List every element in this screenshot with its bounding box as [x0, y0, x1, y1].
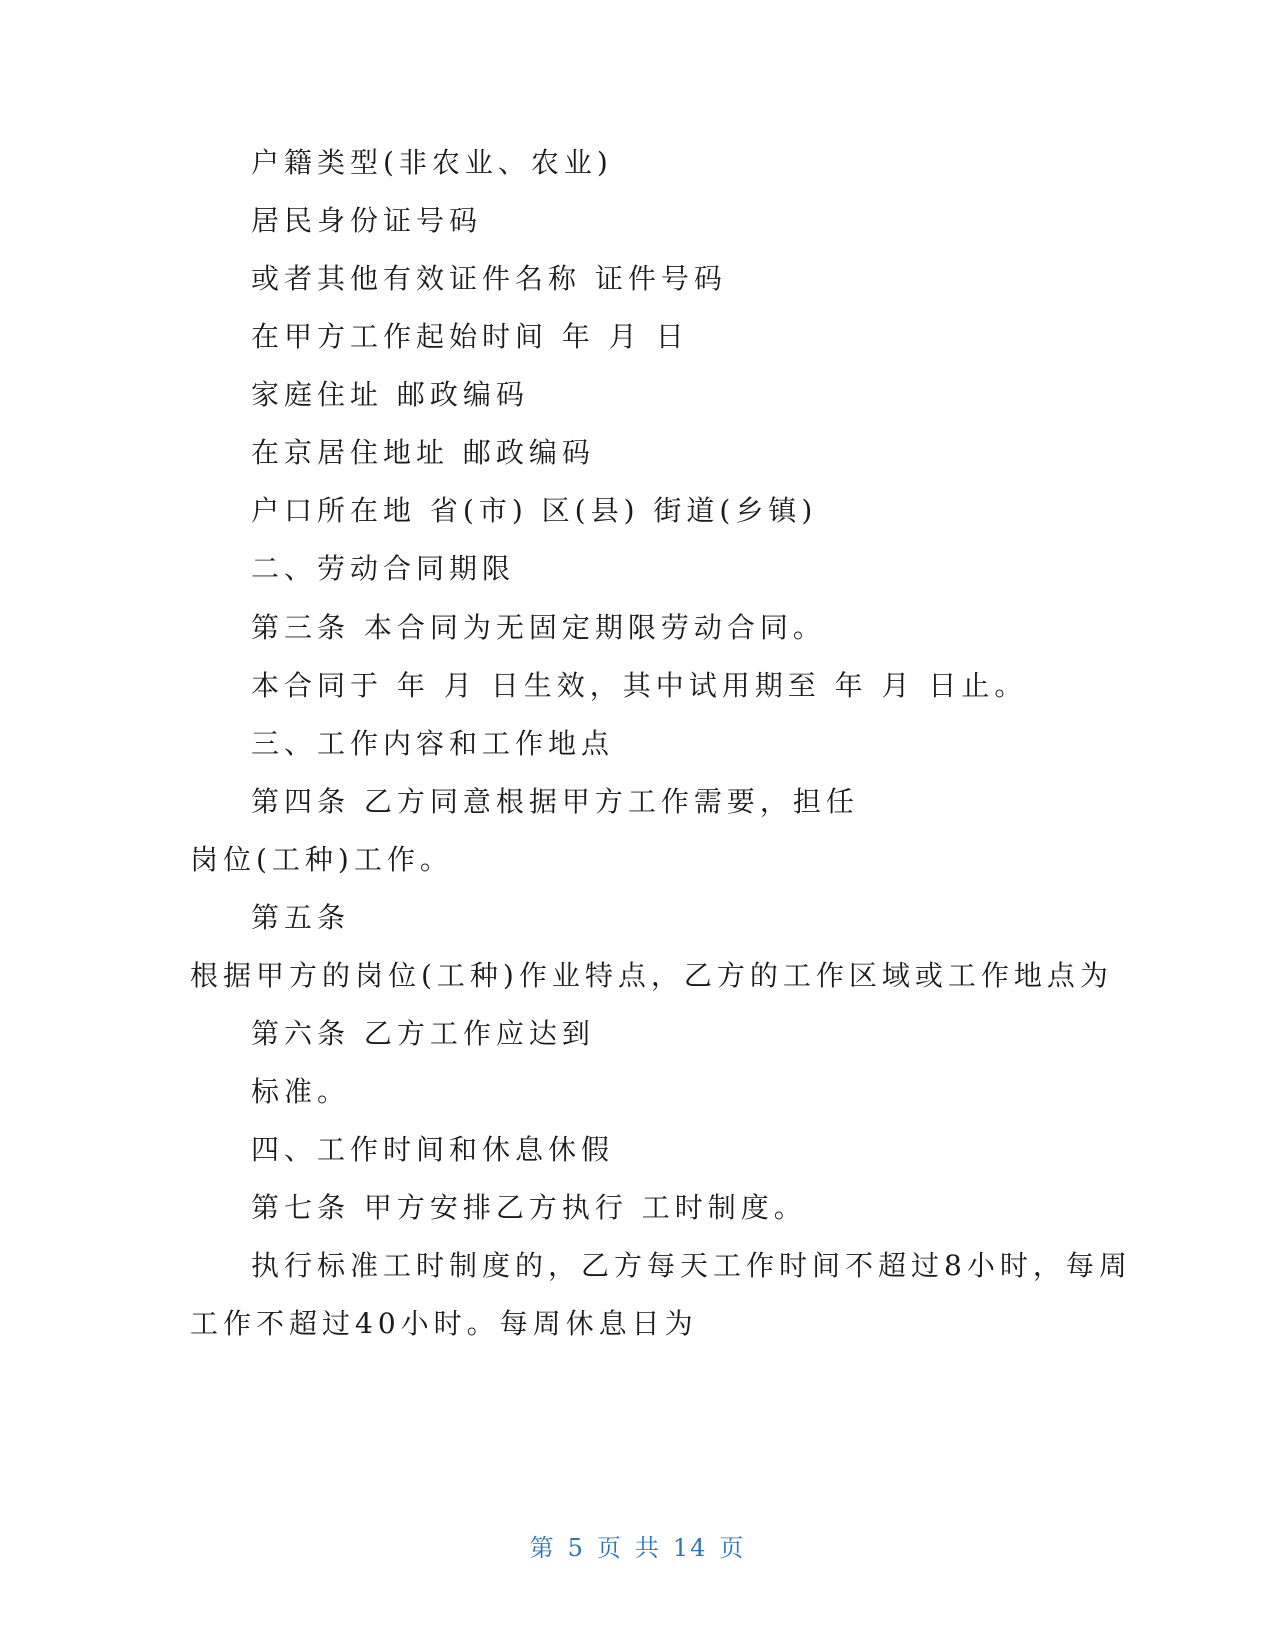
footer-label-page: 第 [529, 1534, 556, 1562]
footer-label-total: 共 [634, 1534, 661, 1562]
line-other-certificate: 或者其他有效证件名称 证件号码 [251, 262, 727, 295]
article-five-continued: 根据甲方的岗位(工种)作业特点，乙方的工作区域或工作地点为 [190, 959, 1113, 992]
footer-label-page-unit: 页 [596, 1534, 623, 1562]
line-effective-date: 本合同于 年 月 日生效，其中试用期至 年 月 日止。 [251, 669, 1028, 702]
article-four-continued: 岗位(工种)工作。 [190, 843, 453, 876]
article-five: 第五条 [251, 901, 351, 934]
line-beijing-address: 在京居住地址 邮政编码 [251, 436, 595, 469]
page-footer [0, 1528, 1275, 1563]
article-seven: 第七条 甲方安排乙方执行 工时制度。 [251, 1191, 807, 1224]
section-heading-work-content: 三、工作内容和工作地点 [251, 727, 615, 760]
line-home-address: 家庭住址 邮政编码 [251, 378, 529, 411]
line-standard-hours: 执行标准工时制度的，乙方每天工作时间不超过8小时，每周 [251, 1249, 1132, 1282]
line-id-number: 居民身份证号码 [251, 204, 483, 237]
line-standard-hours-continued: 工作不超过40小时。每周休息日为 [190, 1307, 698, 1340]
article-six: 第六条 乙方工作应达到 [251, 1017, 595, 1050]
line-household-type: 户籍类型(非农业、农业) [251, 146, 613, 179]
line-start-date: 在甲方工作起始时间 年 月 日 [251, 320, 689, 353]
article-six-continued: 标准。 [251, 1075, 351, 1108]
footer-label-total-unit: 页 [719, 1534, 746, 1562]
article-four: 第四条 乙方同意根据甲方工作需要，担任 [251, 785, 859, 818]
article-three: 第三条 本合同为无固定期限劳动合同。 [251, 611, 826, 644]
footer-current-page: 5 [567, 1534, 585, 1562]
section-heading-contract-term: 二、劳动合同期限 [251, 552, 516, 585]
line-hukou-location: 户口所在地 省(市) 区(县) 街道(乡镇) [251, 494, 818, 527]
footer-total-pages: 14 [672, 1534, 708, 1562]
section-heading-work-hours: 四、工作时间和休息休假 [251, 1133, 615, 1166]
